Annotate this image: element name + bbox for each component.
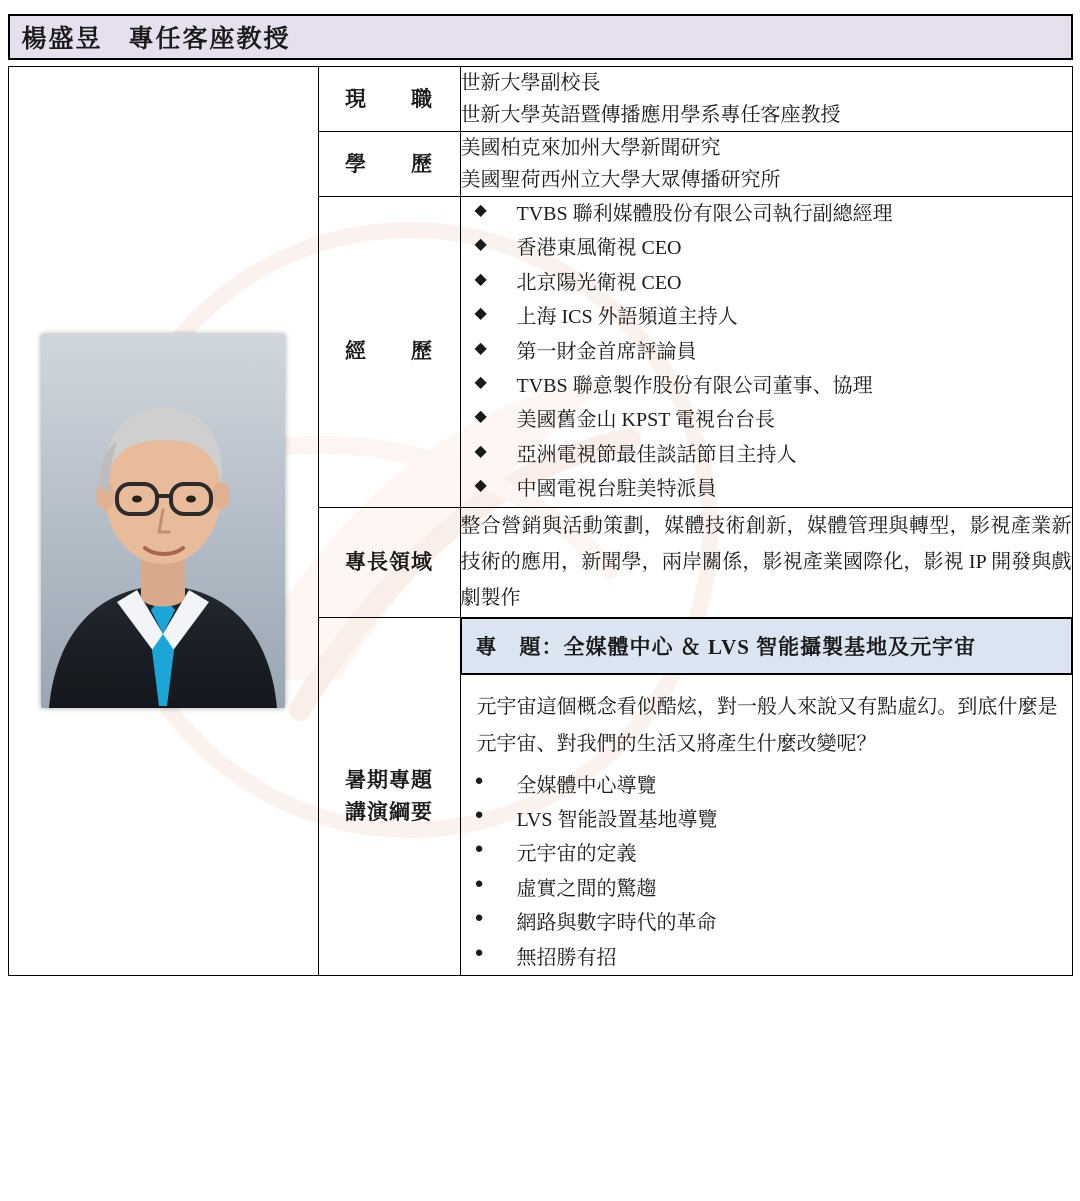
list-item: ◆ 第一財金首席評論員 [461,335,1072,369]
row-body-education [460,132,1072,197]
list-item: ● 網路與數字時代的革命 [461,906,1072,940]
list-item: ● 虛實之間的驚趨 [461,872,1072,906]
row-label-expertise: 專長領域 [318,507,460,617]
experience-list [461,197,1072,507]
professor-name: 楊盛昱 [21,26,103,53]
list-item: ◆ 香港東風衛視 CEO [461,231,1072,265]
education-line-1: 美國柏克來加州大學新聞研究 [460,137,721,159]
list-item: ◆ 上海 ICS 外語頻道主持人 [461,300,1072,334]
education-line-2: 美國聖荷西州立大學大眾傳播研究所 [460,169,781,191]
summer-outline-list [461,769,1072,975]
current-position-line-1: 世新大學副校長 [460,72,601,94]
status-badge: 專 題：全媒體中心 ＆ LVS 智能攝製基地及元宇宙 [461,618,1072,674]
list-item: ● 元宇宙的定義 [461,837,1072,871]
list-item: ◆ TVBS 聯利媒體股份有限公司執行副總經理 [461,197,1072,231]
list-item: ◆ TVBS 聯意製作股份有限公司董事、協理 [461,369,1072,403]
avatar [41,334,285,708]
row-body-summer-outline [460,674,1072,975]
list-item: ● 全媒體中心導覽 [461,769,1072,803]
current-position-line-2: 世新大學英語暨傳播應用學系專任客座教授 [460,104,841,126]
list-item: ● LVS 智能設置基地導覽 [461,803,1072,837]
list-item: ◆ 北京陽光衛視 CEO [461,266,1072,300]
row-label-experience: 經 歷 [318,197,460,508]
topic-banner-cell [460,617,1072,674]
list-item: ◆ 亞洲電視節最佳談話節目主持人 [461,438,1072,472]
list-item: ◆ 中國電視台駐美特派員 [461,472,1072,506]
profile-page [8,0,1073,976]
summer-label-line-1: 暑期專題 [345,767,433,792]
profile-table [8,66,1073,976]
list-item: ◆ 美國舊金山 KPST 電視台台長 [461,403,1072,437]
page-title [8,14,1073,60]
row-body-current-position [460,67,1072,132]
professor-rank: 專任客座教授 [128,26,291,53]
row-body-experience [460,197,1072,508]
summer-intro-text: 元宇宙這個概念看似酷炫，對一般人來說又有點虛幻。到底什麼是元宇宙、對我們的生活又將產生什麼改變呢？ [476,695,1058,755]
row-label-education: 學 歷 [318,132,460,197]
list-item: ● 無招勝有招 [461,941,1072,975]
portrait-cell [8,67,318,976]
table-row [8,67,1072,132]
summer-label-line-2: 講演綱要 [345,800,433,825]
row-label-current-position: 現 職 [318,67,460,132]
row-label-summer-topic [318,617,460,975]
row-body-expertise: 整合營銷與活動策劃，媒體技術創新，媒體管理與轉型，影視產業新技術的應用，新聞學，兩岸關係，影視產業國際化，影視 IP 開發與戲劇製作 [460,507,1072,617]
